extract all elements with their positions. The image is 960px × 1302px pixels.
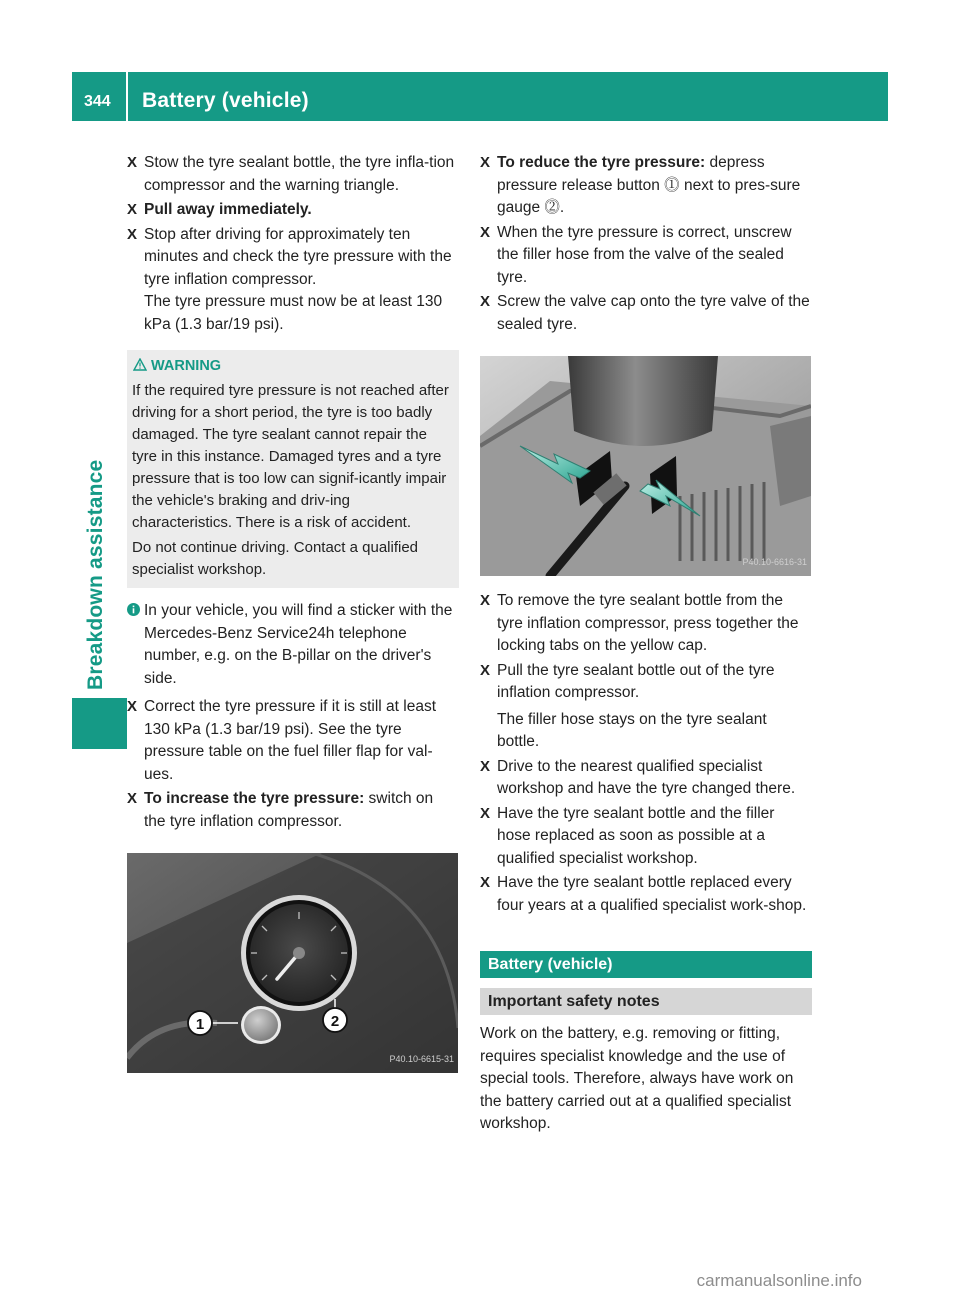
callout-1-number: 1 bbox=[195, 1016, 205, 1033]
instruction-step bbox=[480, 872, 812, 917]
step-text: Pull away immediately. bbox=[144, 201, 312, 218]
sealant-bottle-figure bbox=[480, 356, 811, 576]
instruction-step bbox=[127, 788, 459, 833]
instruction-step bbox=[127, 152, 459, 197]
step-arrow-icon: X bbox=[480, 661, 491, 679]
step-text: Pull the tyre sealant bottle out of the tyre inflation compressor. bbox=[497, 661, 775, 701]
info-note bbox=[127, 600, 459, 690]
step-arrow-icon: X bbox=[480, 154, 491, 171]
instruction-step bbox=[480, 291, 812, 336]
warning-triangle-icon bbox=[133, 357, 147, 377]
subsection-heading: Important safety notes bbox=[480, 988, 812, 1015]
instruction-step bbox=[480, 590, 812, 658]
instruction-step bbox=[480, 803, 812, 871]
step-text: When the tyre pressure is correct, unscrew the filler hose from the valve of the sealed tyre. bbox=[497, 223, 792, 286]
step-arrow-icon: X bbox=[480, 757, 491, 775]
instruction-step bbox=[480, 756, 812, 801]
sealant-bottle-illustration bbox=[480, 356, 811, 576]
step-text: Stow the tyre sealant bottle, the tyre infla-tion compressor and the warning triangle. bbox=[144, 154, 455, 194]
step-arrow-icon: X bbox=[127, 225, 138, 243]
step-text: Screw the valve cap onto the tyre valve of the sealed tyre. bbox=[497, 293, 810, 333]
instruction-step bbox=[127, 199, 459, 222]
step-arrow-icon: X bbox=[480, 293, 491, 310]
step-arrow-icon: X bbox=[127, 201, 138, 218]
left-column bbox=[127, 152, 459, 1073]
step-text: depress pressure release button ⓵ next to pres-sure gauge ⓶. bbox=[497, 154, 801, 216]
callout-2-number: 2 bbox=[330, 1013, 340, 1030]
step-arrow-icon: X bbox=[127, 698, 138, 715]
pressure-gauge-figure bbox=[127, 853, 458, 1073]
step-text: Stop after driving for approximately ten minutes and check the tyre pressure with the tyre inflation compressor. bbox=[144, 225, 452, 288]
callout-2 bbox=[323, 1008, 347, 1032]
page-number: 344 bbox=[84, 93, 111, 110]
watermark: carmanualsonline.info bbox=[696, 1271, 862, 1290]
step-arrow-icon: X bbox=[480, 223, 491, 241]
info-icon bbox=[127, 603, 139, 619]
step-arrow-icon: X bbox=[127, 154, 138, 171]
step-bold-text: To reduce the tyre pressure: bbox=[497, 154, 706, 171]
step-text: To remove the tyre sealant bottle from the tyre inflation compressor, press together the locking tabs on the yellow cap. bbox=[497, 592, 799, 654]
step-text: Have the tyre sealant bottle replaced every four years at a qualified specialist work-shop. bbox=[497, 874, 807, 914]
instruction-step bbox=[480, 660, 812, 754]
warning-paragraph: Do not continue driving. Contact a qualified specialist workshop. bbox=[132, 539, 419, 578]
step-arrow-icon: X bbox=[127, 790, 138, 807]
chapter-side-block bbox=[72, 698, 127, 749]
step-extra-text: The filler hose stays on the tyre sealant bottle. bbox=[497, 710, 767, 750]
step-text: Drive to the nearest qualified specialist workshop and have the tyre changed there. bbox=[497, 757, 796, 797]
instruction-step bbox=[480, 152, 812, 220]
right-column bbox=[480, 152, 812, 1136]
step-text: switch on the tyre inflation compressor. bbox=[144, 790, 434, 830]
step-arrow-icon: X bbox=[480, 804, 491, 822]
body-paragraph: Work on the battery, e.g. removing or fitting, requires specialist knowledge and the use of special tools. Therefore, always have work on the battery carried out at a qualified specialist workshop. bbox=[480, 1025, 794, 1132]
info-text: In your vehicle, you will find a sticker with the Mercedes-Benz Service24h telephone number, e.g. on the B-pillar on the driver's side. bbox=[144, 602, 453, 687]
step-bold-text: To increase the tyre pressure: bbox=[144, 790, 365, 807]
section-heading: Battery (vehicle) bbox=[480, 951, 812, 978]
chapter-side-label-text: Breakdown assistance bbox=[84, 459, 107, 690]
instruction-step bbox=[127, 696, 459, 786]
pressure-gauge-illustration bbox=[127, 853, 458, 1073]
figure-code: P40.10-6616-31 bbox=[742, 556, 807, 567]
step-arrow-icon: X bbox=[480, 592, 491, 609]
warning-paragraph: If the required tyre pressure is not reached after driving for a short period, the tyre is too badly damaged. The tyre sealant cannot repair the tyre in this instance. Damaged tyres and a tyre pressure that is too low can signif-icantly impair the vehicle's braking and driv-ing characteristics. There is a risk of accident. bbox=[132, 382, 449, 531]
step-extra-text: The tyre pressure must now be at least 130 kPa (1.3 bar/19 psi). bbox=[144, 293, 443, 333]
figure-code: P40.10-6615-31 bbox=[389, 1053, 454, 1064]
instruction-step bbox=[480, 222, 812, 290]
warning-heading bbox=[132, 356, 454, 376]
page-title: Battery (vehicle) bbox=[142, 89, 309, 112]
step-text: Correct the tyre pressure if it is still at least 130 kPa (1.3 bar/19 psi). See the tyre pressure table on the fuel filler flap for val-ues. bbox=[144, 698, 437, 783]
step-text: Have the tyre sealant bottle and the filler hose replaced as soon as possible at a qualified specialist workshop. bbox=[497, 804, 775, 867]
callout-1 bbox=[188, 1011, 212, 1035]
header-divider bbox=[126, 72, 128, 121]
instruction-step bbox=[127, 224, 459, 337]
step-arrow-icon: X bbox=[480, 874, 491, 891]
warning-box bbox=[127, 350, 459, 588]
warning-heading-text: WARNING bbox=[151, 358, 222, 374]
